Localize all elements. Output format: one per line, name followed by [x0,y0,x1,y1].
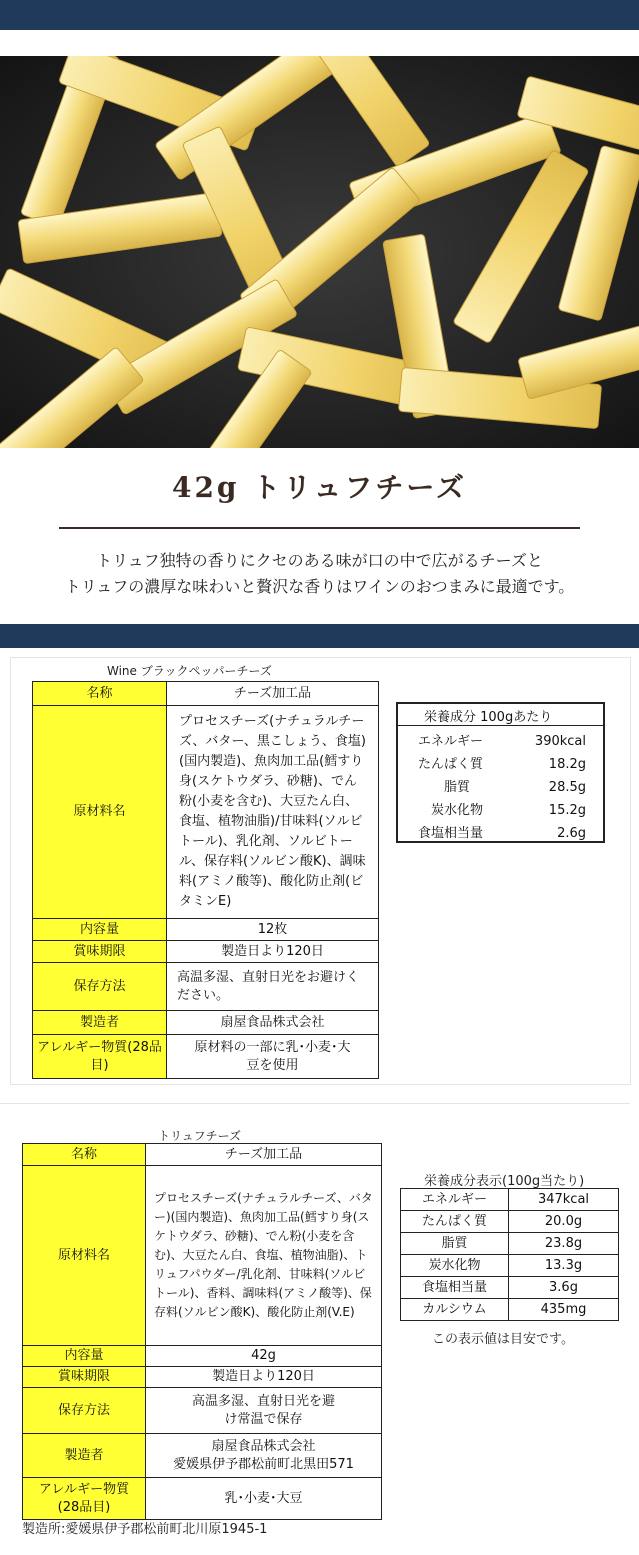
content-label: 内容量 [33,919,167,941]
storage-label: 保存方法 [33,963,167,1011]
nutrient-value: 13.3g [509,1255,619,1277]
maker-value [146,1434,382,1478]
product1-spec-table [32,681,379,1079]
nutrient-value: 20.0g [509,1211,619,1233]
storage-label: 保存方法 [23,1388,146,1434]
ingredients-label: 原材料名 [33,706,167,919]
nutrition-header: 栄養成分 100gあたり [424,710,553,725]
top-navy-band [0,0,639,30]
ingredients-label: 原材料名 [23,1166,146,1346]
expiry-label: 賞味期限 [23,1367,146,1388]
factory-address: 製造所:愛媛県伊予郡松前町北川原1945-1 [22,1522,268,1537]
product-description [0,548,639,600]
nutrient-value: 28.5g [548,780,586,795]
middle-navy-band [0,624,639,648]
truffle-cheese-sticks-photo [0,56,639,448]
nutrient-name: エネルギー [418,734,484,749]
nutrient-value: 435mg [509,1299,619,1321]
nutrition-row [404,822,600,845]
content-label: 内容量 [23,1346,146,1367]
nutrient-name: 脂質 [443,780,470,795]
table-row [33,682,379,706]
nutrient-name: たんぱく質 [418,757,484,772]
ingredients-value: プロセスチーズ(ナチュラルチーズ、バター)(国内製造)、魚肉加工品(鱈すり身(スケトウダラ、砂糖)、でん粉(小麦を含む)、大豆たん白、食塩、植物油脂)、トリュフパウダー/乳化剤、甘味料(ソルビトール)、香料、調味料(アミノ酸等)、保存料(ソルビン酸K)、酸化防止剤(V.E) [146,1166,382,1346]
nutrition-row [404,799,600,822]
table-row [23,1388,382,1434]
allergy-value: 乳･小麦･大豆 [146,1478,382,1520]
product1-nutrition-header-row [398,704,603,726]
storage-value: 高温多湿、直射日光をお避けください。 [167,963,379,1011]
storage-value: 高温多湿、直射日光を避け常温で保存 [146,1388,382,1434]
name-label: 名称 [23,1144,146,1166]
nutrient-value: 18.2g [548,757,586,772]
nutrition-row [401,1233,619,1255]
nutrition-row [401,1299,619,1321]
table-row [33,941,379,963]
nutrition-row [404,753,600,776]
title-divider [59,527,580,529]
product2-spec-table [22,1143,382,1520]
maker-label: 製造者 [33,1011,167,1035]
nutrient-name: 食塩相当量 [418,826,484,841]
table-row [23,1144,382,1166]
table-row [23,1346,382,1367]
nutrient-value: 2.6g [557,826,586,841]
nutrition-note: この表示値は目安です。 [432,1332,574,1347]
nutrient-value: 3.6g [509,1277,619,1299]
nutrient-value: 23.8g [509,1233,619,1255]
nutrient-name: 炭水化物 [401,1255,509,1277]
table-row [33,963,379,1011]
table-row [33,919,379,941]
nutrition-row [404,730,600,753]
nutrient-name: 炭水化物 [430,803,483,818]
nutrient-name: カルシウム [401,1299,509,1321]
content-value: 12枚 [167,919,379,941]
nutrient-name: 脂質 [401,1233,509,1255]
product2-nutrition-table [400,1188,619,1321]
allergy-value: 原材料の一部に乳･小麦･大豆を使用 [167,1035,379,1079]
content-value: 42g [146,1346,382,1367]
nutrient-name: たんぱく質 [401,1211,509,1233]
product1-caption: Wine ブラックペッパーチーズ [107,664,272,678]
page-title: 42g トリュフチーズ [171,471,468,504]
maker-label: 製造者 [23,1434,146,1478]
table-row [23,1367,382,1388]
product2-nutrition-header: 栄養成分表示(100g当たり) [424,1174,585,1189]
product1-nutrition-table [404,730,600,845]
nutrition-row [404,776,600,799]
nutrient-value: 15.2g [548,803,586,818]
product2-caption: トリュフチーズ [158,1129,242,1143]
table-row [23,1166,382,1346]
name-value: チーズ加工品 [167,682,379,706]
table-row [23,1478,382,1520]
allergy-label: アレルギー物質(28品目) [33,1035,167,1079]
nutrient-name: エネルギー [401,1189,509,1211]
expiry-value: 製造日より120日 [167,941,379,963]
table-row [23,1434,382,1478]
maker-value: 扇屋食品株式会社 [167,1011,379,1035]
ingredients-value: プロセスチーズ(ナチュラルチーズ、バター、黒こしょう、食塩)(国内製造)、魚肉加工品(鱈すり身(スケトウダラ、砂糖)、でん粉(小麦を含む)、大豆たん白、食塩、植物油脂)/甘味料(ソルビトール)、乳化剤、ソルビトール、保存料(ソルビン酸K)、調味料(アミノ酸等)、酸化防止剤(ビタミンE) [167,706,379,919]
name-value: チーズ加工品 [146,1144,382,1166]
table-row [33,1011,379,1035]
expiry-value: 製造日より120日 [146,1367,382,1388]
table-row [33,1035,379,1079]
nutrient-value: 347kcal [509,1189,619,1211]
table-row [33,706,379,919]
allergy-label: アレルギー物質(28品目) [23,1478,146,1520]
maker-value-line-1: 扇屋食品株式会社 [211,1438,316,1454]
nutrition-row [401,1255,619,1277]
expiry-label: 賞味期限 [33,941,167,963]
maker-value-line-2: 愛媛県伊予郡松前町北黒田571 [173,1456,354,1472]
description-line-2: トリュフの濃厚な味わいと贅沢な香りはワインのおつまみに最適です。 [64,577,575,596]
description-line-1: トリュフ独特の香りにクセのある味が口の中で広がるチーズと [96,551,543,570]
nutrient-value: 390kcal [534,734,586,749]
nutrient-name: 食塩相当量 [401,1277,509,1299]
name-label: 名称 [33,682,167,706]
nutrition-row [401,1189,619,1211]
nutrition-row [401,1211,619,1233]
nutrition-row [401,1277,619,1299]
